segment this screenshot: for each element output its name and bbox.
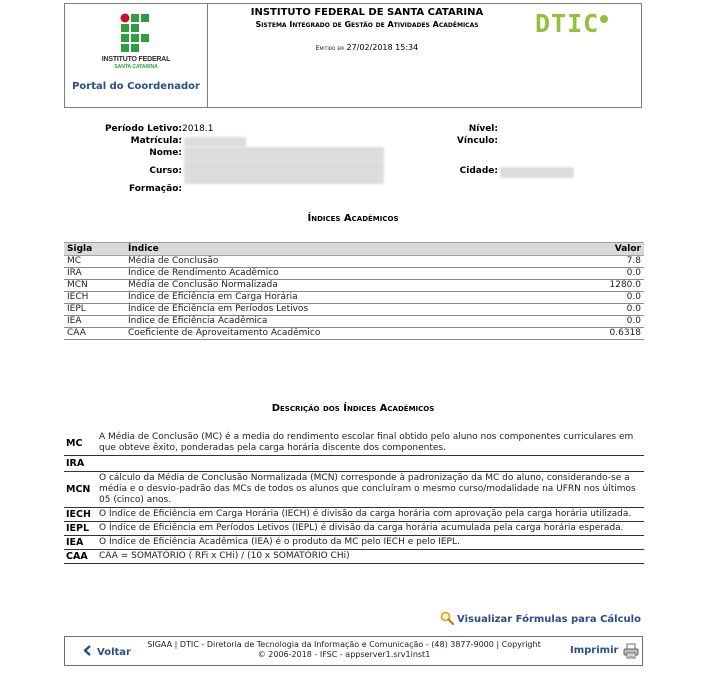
description-row [64,522,644,536]
cell-valor: 0.0 [561,292,644,304]
column-header-valor: Valor [561,243,644,256]
table-row [64,256,644,268]
ifsc-logo-icon [120,13,150,53]
cidade-redacted [500,167,574,178]
table-row [64,292,644,304]
cell-sigla: IRA [64,268,125,280]
nome-redacted [184,147,384,161]
institution-name: INSTITUTO FEDERAL DE SANTA CATARINA [250,7,484,18]
description-row [64,431,644,456]
description-text: O Índice de Eficiência em Períodos Letivos (IEPL) é divisão da carga horária acumulada pela carga horária esperada. [99,522,644,536]
description-sigla: IRA [64,456,99,472]
cell-valor: 0.0 [561,316,644,328]
description-text: O Índice de Eficiência em Carga Horária (IECH) é divisão da carga horária com aprovação pela carga horária utilizada. [99,508,644,522]
back-label: Voltar [97,647,131,658]
cell-indice: Índice de Eficiência em Períodos Letivos [125,304,561,316]
emitted-label: Emitido em [315,45,344,52]
description-sigla: IEPL [64,522,99,536]
dtic-logo [535,9,608,38]
chevron-left-icon [83,645,92,656]
column-header-indice: Índice [125,243,561,256]
back-button[interactable] [83,645,131,659]
indices-table [64,242,644,340]
cell-valor: 1280.0 [561,280,644,292]
cell-valor: 0.0 [561,268,644,280]
vinculo-label: Vínculo: [456,136,498,146]
magnifier-icon [440,611,454,625]
dtic-logo-dot-icon [600,15,608,23]
cell-sigla: IECH [64,292,125,304]
view-formulas-label: Visualizar Fórmulas para Cálculo [457,614,641,625]
table-row [64,304,644,316]
description-text: O cálculo da Média de Conclusão Normalizada (MCN) corresponde à padronização da MC do aluno, considerando-se a média e o desvio-padrão das MCs de todos os alunos que concluíram o mesmo curso/modalidade na UFRN nos últimos 05 (cinco) anos. [99,472,644,508]
cell-valor: 7.8 [561,256,644,268]
report-header [64,3,642,108]
formacao-label: Formação: [128,184,182,194]
description-text [99,456,644,472]
description-sigla: MCN [64,472,99,508]
description-sigla: IEA [64,536,99,550]
print-button[interactable] [570,645,618,657]
descriptions-title: Descrição dos Índices Acadêmicos [271,403,435,414]
cell-indice: Índice de Eficiência Acadêmica [125,316,561,328]
cell-sigla: CAA [64,328,125,340]
column-header-sigla: Sigla [64,243,125,256]
cell-valor: 0.0 [561,304,644,316]
logo-cell [65,4,208,107]
periodo-label: Período Letivo: [104,124,182,134]
description-row [64,456,644,472]
cell-indice: Coeficiente de Aproveitamento Acadêmico [125,328,561,340]
cell-indice: Índice de Rendimento Acadêmico [125,268,561,280]
description-row [64,550,644,564]
cell-sigla: IEPL [64,304,125,316]
printer-icon[interactable] [623,643,639,659]
logo-institution-name: INSTITUTO FEDERAL [101,56,171,63]
periodo-value: 2018.1 [182,124,214,134]
description-sigla: IECH [64,508,99,522]
cell-indice: Média de Conclusão Normalizada [125,280,561,292]
cell-indice: Índice de Eficiência em Carga Horária [125,292,561,304]
description-row [64,508,644,522]
cell-valor: 0.6318 [561,328,644,340]
indices-title: Índices Acadêmicos [307,213,399,224]
matricula-redacted [184,137,246,147]
cell-sigla: IEA [64,316,125,328]
cell-indice: Média de Conclusão [125,256,561,268]
emission-date [207,43,527,54]
nivel-label: Nível: [468,124,498,134]
description-text: O Índice de Eficiência Acadêmica (IEA) é o produto da MC pelo IECH e pelo IEPL. [99,536,644,550]
table-row [64,316,644,328]
nome-label: Nome: [149,148,182,158]
footer-copyright: SIGAA | DTIC - Diretoria de Tecnologia da Informação e Comunicação - (48) 3877-9000 | Copyright © 2006-2018 - IFSC - appserver1.srv1inst1 [147,640,541,659]
print-label: Imprimir [570,645,619,656]
table-row [64,268,644,280]
logo-campus-name: SANTA CATARINA [114,64,158,70]
cell-sigla: MCN [64,280,125,292]
curso-redacted [184,160,384,184]
description-row [64,472,644,508]
matricula-label: Matrícula: [130,136,182,146]
portal-title: Portal do Coordenador [72,81,200,92]
table-row [64,328,644,340]
description-sigla: CAA [64,550,99,564]
cell-sigla: MC [64,256,125,268]
description-row [64,536,644,550]
curso-label: Curso: [149,166,182,176]
emitted-value: 27/02/2018 15:34 [346,43,419,52]
descriptions-table [64,431,644,564]
cidade-label: Cidade: [459,166,498,176]
description-text: CAA = SOMATÓRIO ( RFi x CHi) / (10 x SOMATÓRIO CHi) [99,550,644,564]
indices-header-row [64,243,644,256]
table-row [64,280,644,292]
view-formulas-link[interactable] [440,611,641,627]
dtic-logo-text: DTIC [535,9,600,38]
page-footer [64,636,643,666]
system-name: Sistema Integrado de Gestão de Atividades Acadêmicas [255,20,479,29]
description-sigla: MC [64,431,99,456]
description-text: A Média de Conclusão (MC) é a media do rendimento escolar final obtido pelo aluno nos componentes curriculares em que obteve êxito, ponderadas pela carga horária discente dos componentes. [99,431,644,456]
